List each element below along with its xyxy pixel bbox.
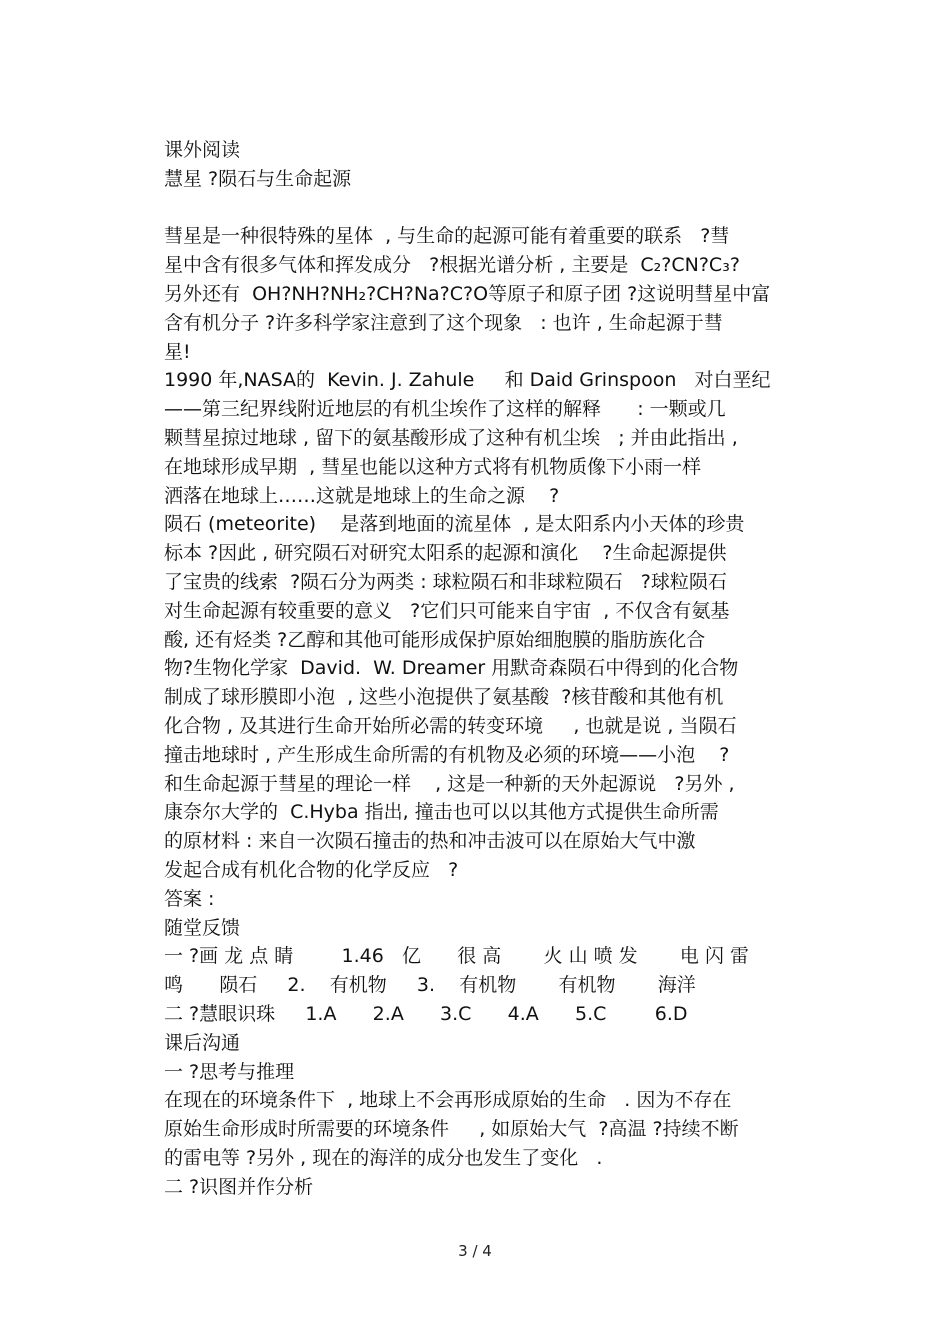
diagram-analysis-label: 二 ?识图并作分析: [164, 1175, 314, 1198]
text-line: 发起合成有机化合物的化学反应 ?: [164, 858, 459, 881]
reasoning-text-line: 的雷电等 ?另外 , 现在的海洋的成分也发生了变化 .: [164, 1146, 603, 1169]
feedback-part1-line: 鸣 陨石 2. 有机物 3. 有机物 有机物 海洋: [164, 974, 696, 997]
text-line: 另外还有 OH?NH?NH₂?CH?Na?C?O等原子和原子团 ?这说明彗星中富: [164, 282, 771, 305]
reasoning-label: 一 ?思考与推理: [164, 1060, 295, 1083]
text-line: 和生命起源于彗星的理论一样 , 这是一种新的天外起源说 ?另外 ,: [164, 772, 735, 795]
text-line: 星!: [164, 340, 191, 363]
text-line: 了宝贵的线索 ?陨石分为两类 : 球粒陨石和非球粒陨石 ?球粒陨石: [164, 570, 727, 593]
blank-line: [164, 194, 804, 223]
text-line: 的原材料 : 来自一次陨石撞击的热和冲击波可以在原始大气中激: [164, 830, 696, 853]
text-line: 物?生物化学家 David. W. Dreamer 用默奇森陨石中得到的化合物: [164, 657, 739, 680]
text-line: 颗彗星掠过地球 , 留下的氨基酸形成了这种有机尘埃 ; 并由此指出 ,: [164, 426, 738, 449]
article-title: 慧星 ?陨石与生命起源: [164, 167, 352, 190]
text-line: 酸, 还有烃类 ?乙醇和其他可能形成保护原始细胞膜的脂肪族化合: [164, 628, 706, 651]
reasoning-text-line: 在现在的环境条件下 , 地球上不会再形成原始的生命 . 因为不存在: [164, 1089, 732, 1112]
text-line: 化合物 , 及其进行生命开始所必需的转变环境 , 也就是说 , 当陨石: [164, 714, 737, 737]
after-class-label: 课后沟通: [164, 1031, 241, 1054]
paragraph-comet: [164, 222, 804, 366]
text-line: 陨石 (meteorite) 是落到地面的流星体 , 是太阳系内小天体的珍贵: [164, 513, 745, 536]
text-line: 彗星是一种很特殊的星体 , 与生命的起源可能有着重要的联系 ?彗: [164, 225, 730, 248]
paragraph-nasa: [164, 366, 804, 510]
text-line: 星中含有很多气体和挥发成分 ?根据光谱分析 , 主要是 C₂?CN?C₃?: [164, 254, 740, 277]
text-line: 制成了球形膜即小泡 , 这些小泡提供了氨基酸 ?核苷酸和其他有机: [164, 686, 724, 709]
text-line: 康奈尔大学的 C.Hyba 指出, 撞击也可以以其他方式提供生命所需: [164, 801, 719, 824]
paragraph-meteorite: [164, 510, 804, 884]
text-line: ——第三纪界线附近地层的有机尘埃作了这样的解释 : 一颗或几: [164, 398, 726, 421]
document-body: [164, 136, 804, 1201]
text-line: 含有机分子 ?许多科学家注意到了这个现象 : 也许 , 生命起源于彗: [164, 311, 723, 334]
text-line: 洒落在地球上……这就是地球上的生命之源 ?: [164, 484, 560, 507]
section-title: 课外阅读: [164, 139, 241, 161]
feedback-label: 随堂反馈: [164, 916, 241, 939]
answers-label: 答案 :: [164, 887, 215, 910]
reasoning-text-line: 原始生命形成时所需要的环境条件 , 如原始大气 ?高温 ?持续不断: [164, 1118, 739, 1141]
feedback-part1-line: 一 ?画 龙 点 睛 1.46 亿 很 高 火 山 喷 发 电 闪 雷: [164, 945, 750, 968]
feedback-part2: 二 ?慧眼识珠 1.A 2.A 3.C 4.A 5.C 6.D: [164, 1002, 688, 1025]
text-line: 1990 年,NASA的 Kevin. J. Zahule 和 Daid Grinspoon 对白垩纪: [164, 369, 771, 392]
text-line: 标本 ?因此 , 研究陨石对研究太阳系的起源和演化 ?生命起源提供: [164, 542, 727, 565]
text-line: 撞击地球时 , 产生形成生命所需的有机物及必须的环境——小泡 ?: [164, 743, 730, 766]
text-line: 在地球形成早期 , 彗星也能以这种方式将有机物质像下小雨一样: [164, 455, 702, 478]
page-number: 3 / 4: [458, 1242, 492, 1260]
text-line: 对生命起源有较重要的意义 ?它们只可能来自宇宙 , 不仅含有氨基: [164, 599, 730, 622]
